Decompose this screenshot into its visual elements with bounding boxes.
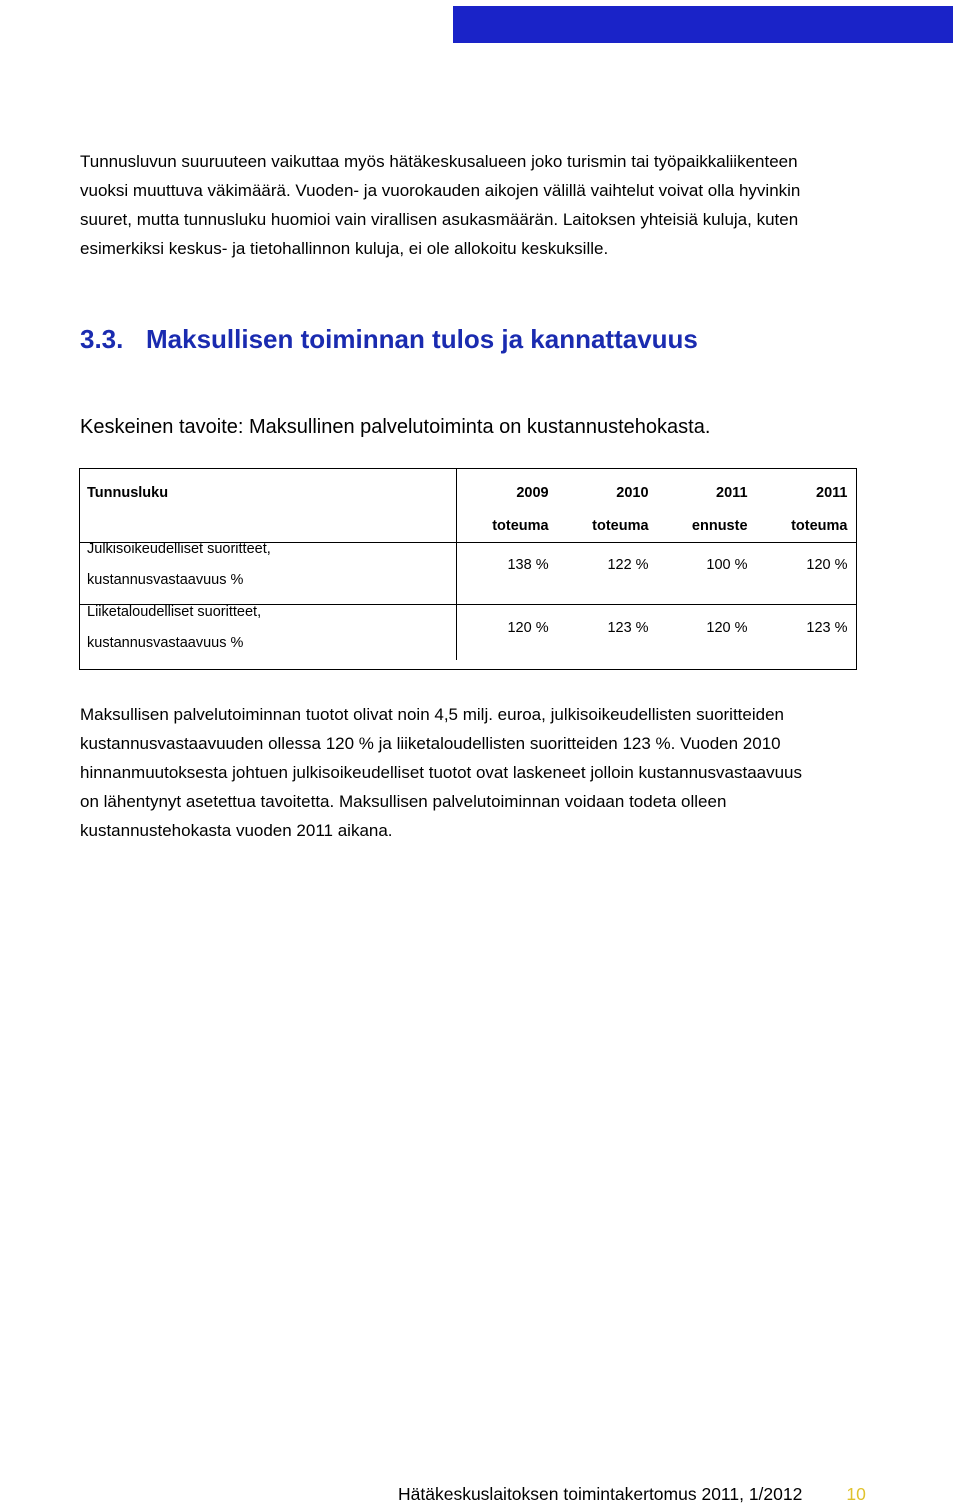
section-number: 3.3. xyxy=(80,324,124,354)
header-year: 2011 xyxy=(716,485,748,501)
row-value: 100 % xyxy=(706,557,748,573)
section-heading xyxy=(80,322,698,356)
conclusion-line: kustannusvastaavuuden ollessa 120 % ja liiketaloudellisten suoritteiden 123 %. Vuoden 2010 xyxy=(80,734,781,753)
page-footer xyxy=(398,1482,866,1506)
header-year: 2009 xyxy=(516,485,549,501)
conclusion-line: Maksullisen palvelutoiminnan tuotot olivat noin 4,5 milj. euroa, julkisoikeudellisten suoritteiden xyxy=(80,705,784,724)
table-subheader-row xyxy=(79,518,856,534)
intro-line: Tunnusluvun suuruuteen vaikuttaa myös hätäkeskusalueen joko turismin tai työpaikkaliikenteen xyxy=(80,152,798,171)
intro-line: esimerkiksi keskus- ja tietohallinnon kuluja, ei ole allokoitu keskuksille. xyxy=(80,239,609,258)
table-divider xyxy=(79,604,857,605)
page-number: 10 xyxy=(846,1484,866,1504)
row-value: 123 % xyxy=(806,620,848,636)
section-title: Maksullisen toiminnan tulos ja kannattavuus xyxy=(146,324,698,354)
table-divider xyxy=(79,542,857,543)
header-kind: toteuma xyxy=(492,518,549,534)
row-label: Liiketaloudelliset suoritteet, kustannusvastaavuus % xyxy=(79,596,457,660)
row-value: 122 % xyxy=(607,557,649,573)
row-value: 123 % xyxy=(607,620,649,636)
row-value: 120 % xyxy=(507,620,549,636)
intro-line: suuret, mutta tunnusluku huomioi vain virallisen asukasmäärän. Laitoksen yhteisiä kuluja, kuten xyxy=(80,210,799,229)
header-label: Tunnusluku xyxy=(79,468,457,518)
row-label: Julkisoikeudelliset suoritteet, kustannusvastaavuus % xyxy=(79,534,457,596)
row-value: 120 % xyxy=(706,620,748,636)
row-value: 138 % xyxy=(507,557,549,573)
intro-paragraph xyxy=(80,147,930,263)
key-goal: Keskeinen tavoite: Maksullinen palvelutoiminta on kustannustehokasta. xyxy=(80,416,711,438)
conclusion-line: hinnanmuutoksesta johtuen julkisoikeudelliset tuotot ovat laskeneet jolloin kustannusvastaavuus xyxy=(80,763,803,782)
kpi-table xyxy=(79,468,856,660)
conclusion-paragraph xyxy=(80,700,930,845)
table-header-row xyxy=(79,468,856,518)
table-row xyxy=(79,534,856,596)
conclusion-line: on lähentynyt asetettua tavoitetta. Maksullisen palvelutoiminnan voidaan todeta olleen xyxy=(80,792,727,811)
header-kind: toteuma xyxy=(791,518,848,534)
header-accent-bar xyxy=(453,6,953,43)
footer-title: Hätäkeskuslaitoksen toimintakertomus 2011, 1/2012 xyxy=(398,1484,803,1504)
intro-line: vuoksi muuttuva väkimäärä. Vuoden- ja vuorokauden aikojen välillä vaihtelut voivat olla hyvinkin xyxy=(80,181,801,200)
header-kind: ennuste xyxy=(691,518,748,534)
table-row xyxy=(79,596,856,660)
header-kind: toteuma xyxy=(592,518,649,534)
row-value: 120 % xyxy=(806,557,848,573)
conclusion-line: kustannustehokasta vuoden 2011 aikana. xyxy=(80,821,393,840)
header-year: 2011 xyxy=(816,485,848,501)
header-year: 2010 xyxy=(616,485,649,501)
